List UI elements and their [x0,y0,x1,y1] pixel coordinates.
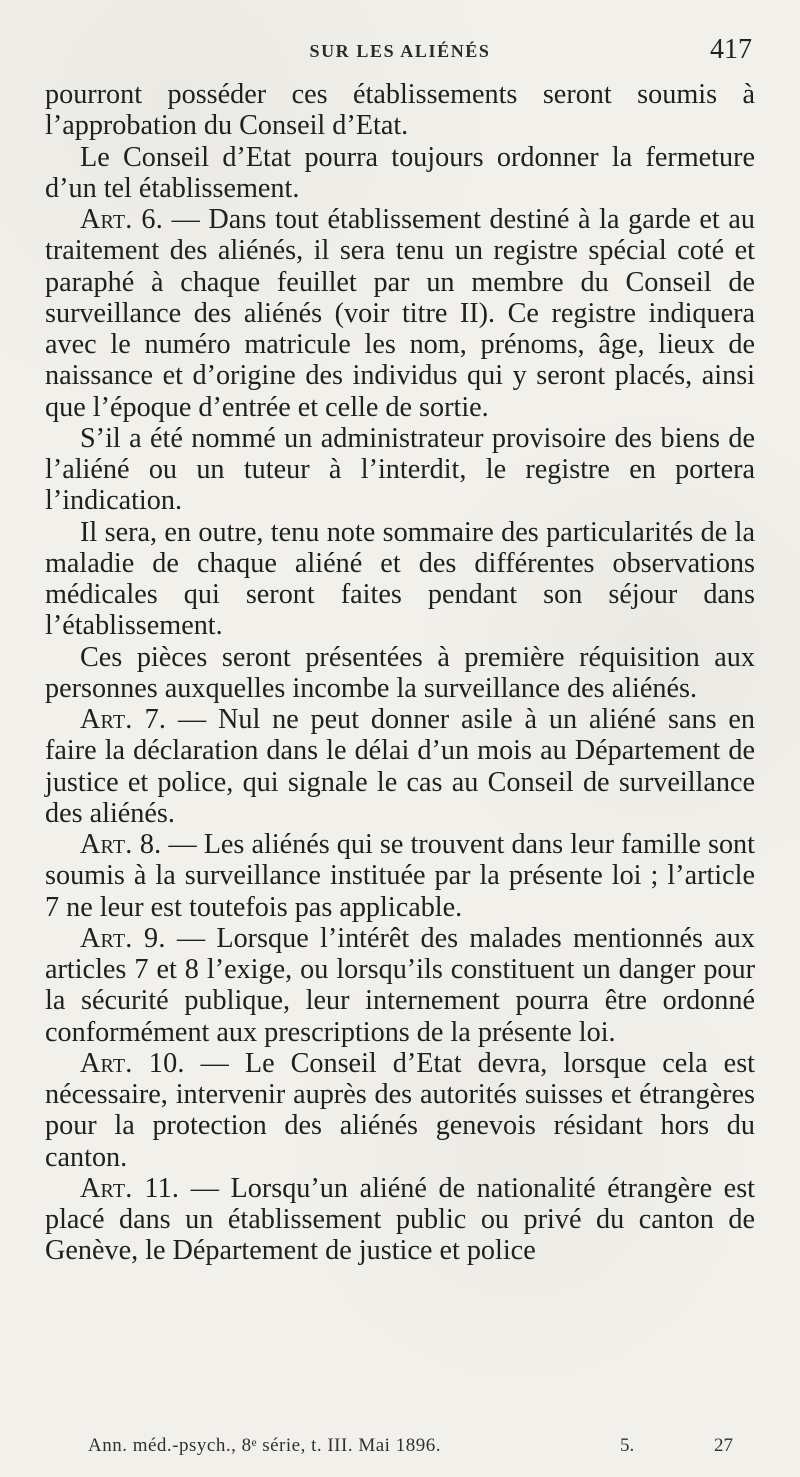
article-text: — Nul ne peut donner asile à un aliéné sans en faire la déclaration dans le délai d’un mois au Département de justice et police, qui signale le cas au Conseil de surveillance des aliénés. [45,704,755,829]
article-text: — Dans tout établissement destiné à la garde et au traitement des aliénés, il sera tenu un registre spécial coté et paraphé à chaque feuillet par un membre du Conseil de surveillance des aliénés (voir titre II). Ce registre indiquera avec le numéro matricule les nom, prénoms, âge, lieux de naissance et d’origine des individus qui y seront placés, ainsi que l’époque d’entrée et celle de sortie. [45,204,755,423]
paragraph-conseil-fermeture [45,142,755,205]
journal-citation: Ann. méd.-psych., 8ᵉ série, t. III. Mai 1896. [88,1435,441,1456]
article-label: Art. 9. [80,922,166,954]
article-label: Art. 8. [80,829,162,860]
paragraph-note-sommaire [45,517,755,642]
paragraph-text: pourront posséder ces établissements seront soumis à l’approbation du Conseil d’Etat. [45,79,755,142]
paragraph-administrateur [45,423,755,517]
article-8 [45,829,755,923]
article-label: Art. 7. [80,704,167,735]
article-text [45,79,755,1267]
paragraph-text: S’il a été nommé un administrateur provisoire des biens de l’aliéné ou un tuteur à l’interdit, le registre en portera l’indication. [45,422,755,517]
article-text: — Le Conseil d’Etat devra, lorsque cela est nécessaire, intervenir auprès des autorités suisses et étrangères pour la protection des aliénés genevois résidant hors du canton. [45,1047,755,1173]
running-header [0,34,800,70]
article-label: Art. 6. [80,204,163,235]
running-title: SUR LES ALIÉNÉS [309,41,491,61]
paragraph-text: Le Conseil d’Etat pourra toujours ordonner la fermeture d’un tel établissement. [45,141,755,204]
article-text: — Les aliénés qui se trouvent dans leur famille sont soumis à la surveillance instituée par la présente loi ; l’article 7 ne leur est toutefois pas applicable. [45,829,755,923]
article-label: Art. 11. [80,1172,180,1204]
paragraph-pieces [45,642,755,705]
paragraph-text: Il sera, en outre, tenu note sommaire des particularités de la maladie de chaque aliéné et des différentes observations médicales qui seront faites pendant son séjour dans l’établissement. [45,516,755,642]
paragraph-continuation [45,79,755,142]
article-10 [45,1048,755,1173]
article-text: — Lorsqu’un aliéné de nationalité étrangère est placé dans un établissement public ou privé du canton de Genève, le Département de justice et police [45,1172,755,1267]
page-footer [88,1435,738,1465]
signature-mark: 5. [620,1435,635,1456]
page-number: 417 [710,34,752,65]
article-6 [45,204,755,423]
article-text: — Lorsque l’intérêt des malades mentionnés aux articles 7 et 8 l’exige, ou lorsqu’ils constituent un danger pour la sécurité publique, leur internement pourra être ordonné conformément aux prescriptions de la présente loi. [45,922,755,1048]
paragraph-text: Ces pièces seront présentées à première réquisition aux personnes auxquelles incombe la surveillance des aliénés. [45,641,755,704]
sheet-number: 27 [714,1435,733,1456]
article-11 [45,1173,755,1267]
article-7 [45,704,755,829]
article-label: Art. 10. [80,1047,185,1079]
article-9 [45,923,755,1048]
